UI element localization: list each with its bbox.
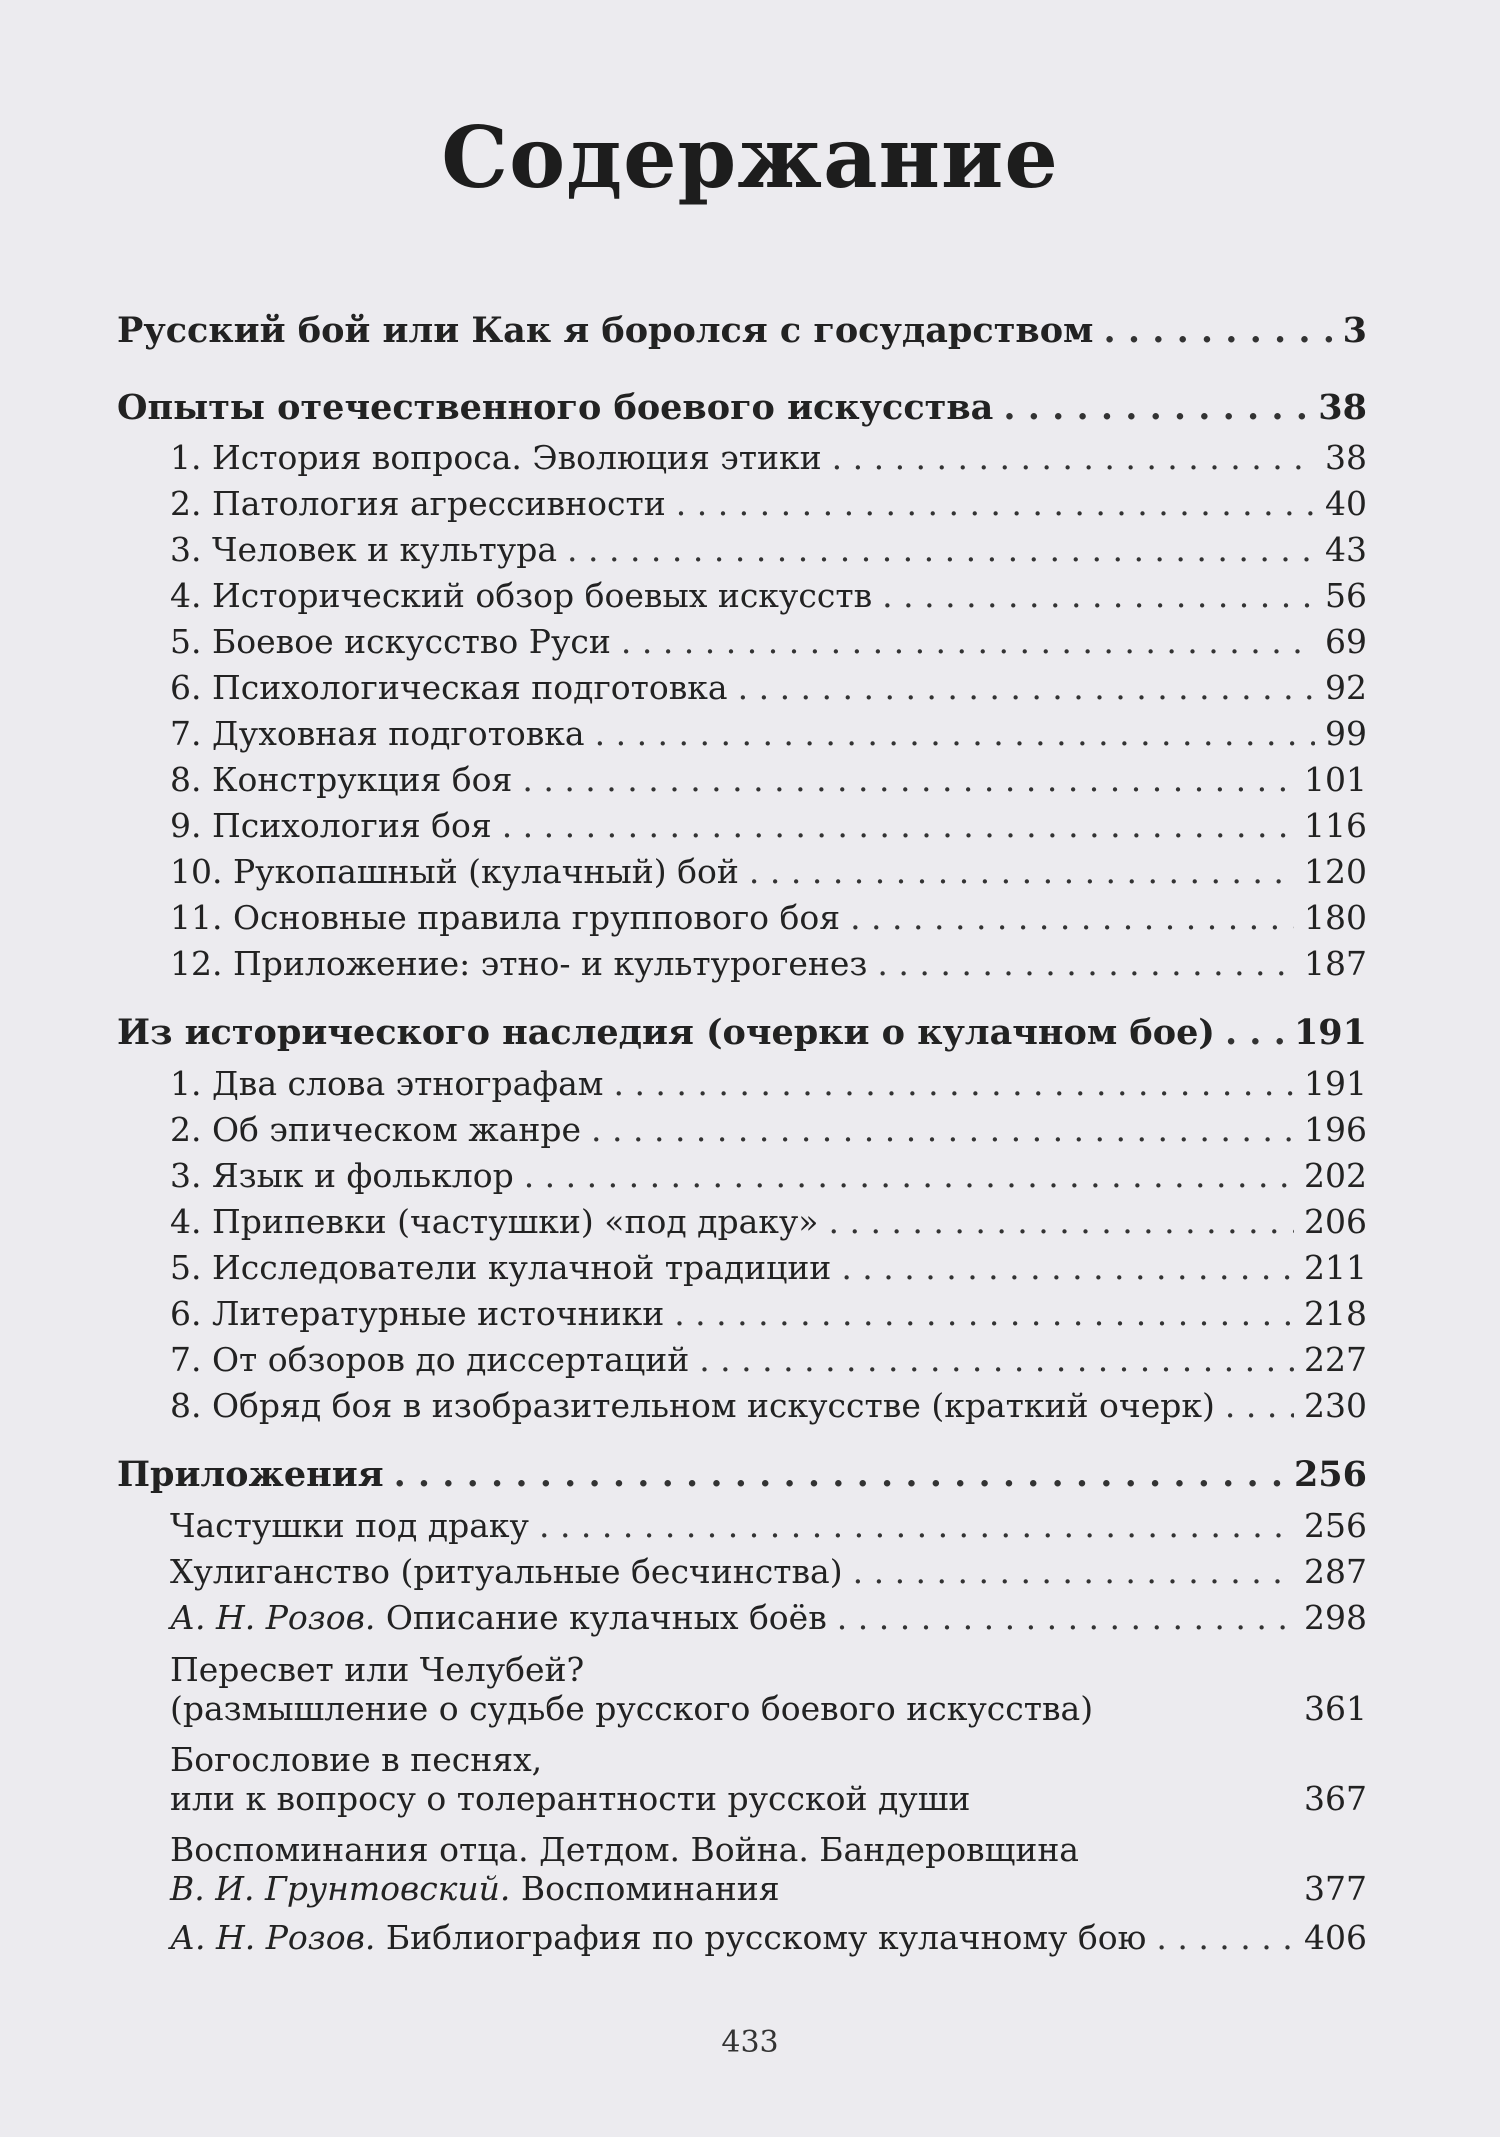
toc-section[interactable] — [117, 1012, 1367, 1053]
leader-dots — [877, 944, 1294, 983]
leader-dots — [1156, 1918, 1294, 1957]
toc-page-number: 191 — [1304, 1064, 1367, 1103]
toc-item[interactable] — [170, 530, 1367, 569]
leader-dots — [841, 1248, 1294, 1287]
toc-section[interactable] — [117, 387, 1367, 428]
toc-item-title — [170, 1598, 827, 1637]
leader-dots — [621, 622, 1315, 661]
toc-item[interactable] — [170, 944, 1367, 983]
toc-item-title: 2. Патология агрессивности — [170, 484, 666, 523]
toc-item-title-line2: или к вопросу о толерантности русской души — [170, 1779, 971, 1818]
leader-dots — [850, 898, 1294, 937]
leader-dots — [699, 1340, 1294, 1379]
toc-page-number: 196 — [1304, 1110, 1367, 1149]
toc-page-number: 211 — [1304, 1248, 1367, 1287]
toc-page-number: 361 — [1304, 1689, 1367, 1728]
toc-item-title: 12. Приложение: этно- и культурогенез — [170, 944, 868, 983]
toc-item-title-line2: (размышление о судьбе русского боевого искусства) — [170, 1689, 1094, 1728]
leader-dots — [676, 484, 1315, 523]
leader-dots — [853, 1552, 1294, 1591]
toc-item-title: 7. От обзоров до диссертаций — [170, 1340, 690, 1379]
toc-item[interactable] — [170, 1386, 1367, 1425]
toc-item[interactable] — [170, 852, 1367, 891]
toc-item[interactable] — [170, 1248, 1367, 1287]
toc-item-title: 8. Конструкция боя — [170, 760, 513, 799]
toc-page-number: 230 — [1304, 1386, 1367, 1425]
toc-item-title: 9. Психология боя — [170, 806, 492, 845]
toc-item-text: Описание кулачных боёв — [385, 1598, 827, 1637]
toc-page-number: 43 — [1325, 530, 1367, 569]
page-number: 433 — [721, 2025, 779, 2060]
toc-item[interactable] — [170, 668, 1367, 707]
leader-dots — [591, 1110, 1294, 1149]
toc-item-title: 10. Рукопашный (кулачный) бой — [170, 852, 739, 891]
toc-item-author: В. И. Грунтовский. — [170, 1869, 511, 1908]
toc-item-title: 1. История вопроса. Эволюция этики — [170, 438, 822, 477]
toc-item[interactable] — [170, 806, 1367, 845]
toc-page-number: 38 — [1325, 438, 1367, 477]
toc-item-title: 5. Исследователи кулачной традиции — [170, 1248, 832, 1287]
leader-dots — [674, 1294, 1294, 1333]
toc-item[interactable] — [170, 484, 1367, 523]
toc-page-number: 38 — [1318, 387, 1367, 428]
toc-page-number: 206 — [1304, 1202, 1367, 1241]
leader-dots — [613, 1064, 1294, 1103]
toc-page-number: 120 — [1304, 852, 1367, 891]
toc-item-title-line1: Богословие в песнях, — [170, 1740, 543, 1779]
toc-item[interactable] — [170, 1552, 1367, 1591]
leader-dots — [539, 1506, 1294, 1545]
toc-item[interactable] — [170, 1294, 1367, 1333]
leader-dots — [522, 760, 1294, 799]
toc-item-title: Частушки под драку — [170, 1506, 529, 1545]
leader-dots — [394, 1454, 1284, 1495]
leader-dots — [749, 852, 1294, 891]
toc-item-title: 4. Припевки (частушки) «под драку» — [170, 1202, 819, 1241]
toc-page-number: 298 — [1304, 1598, 1367, 1637]
toc-page-number: 56 — [1325, 576, 1367, 615]
toc-item[interactable] — [170, 1598, 1367, 1637]
leader-dots — [832, 438, 1315, 477]
toc-item[interactable] — [170, 576, 1367, 615]
leader-dots — [837, 1598, 1294, 1637]
toc-section-title: Приложения — [117, 1454, 384, 1495]
toc-page-number: 367 — [1304, 1779, 1367, 1818]
toc-item-author: А. Н. Розов. — [170, 1918, 376, 1957]
toc-page-number: 101 — [1304, 760, 1367, 799]
toc-page-number: 218 — [1304, 1294, 1367, 1333]
toc-item[interactable] — [170, 1340, 1367, 1379]
toc-page-number: 256 — [1293, 1454, 1367, 1495]
leader-dots — [595, 714, 1315, 753]
toc-item[interactable] — [170, 1064, 1367, 1103]
leader-dots — [882, 576, 1315, 615]
toc-item-title: 8. Обряд боя в изобразительном искусстве (краткий очерк) — [170, 1386, 1215, 1425]
leader-dots — [524, 1156, 1294, 1195]
toc-item-text: Библиография по русскому кулачному бою — [385, 1918, 1147, 1957]
toc-item[interactable] — [170, 760, 1367, 799]
toc-page-number: 202 — [1304, 1156, 1367, 1195]
toc-page-number: 287 — [1304, 1552, 1367, 1591]
toc-item[interactable] — [170, 1830, 1367, 1908]
toc-item[interactable] — [170, 1110, 1367, 1149]
toc-section-title: Русский бой или Как я боролся с государством — [117, 310, 1094, 351]
toc-page-number: 92 — [1325, 668, 1367, 707]
toc-page-number: 187 — [1304, 944, 1367, 983]
toc-item-title: 6. Психологическая подготовка — [170, 668, 728, 707]
leader-dots — [502, 806, 1294, 845]
toc-page-number: 69 — [1325, 622, 1367, 661]
toc-item[interactable] — [170, 714, 1367, 753]
toc-item-title: 3. Человек и культура — [170, 530, 557, 569]
toc-page-number: 99 — [1325, 714, 1367, 753]
leader-dots — [1225, 1012, 1284, 1053]
toc-item-title — [170, 1918, 1146, 1957]
toc-page-number: 406 — [1304, 1918, 1367, 1957]
toc-item-title: 7. Духовная подготовка — [170, 714, 585, 753]
leader-dots — [828, 1202, 1294, 1241]
toc-item-author: А. Н. Розов. — [170, 1598, 376, 1637]
toc-page-number: 3 — [1342, 310, 1367, 351]
toc-item-title: 6. Литературные источники — [170, 1294, 665, 1333]
leader-dots — [1225, 1386, 1294, 1425]
toc-page-number: 377 — [1304, 1869, 1367, 1908]
toc-item[interactable] — [170, 1918, 1367, 1957]
toc-item-title: 4. Исторический обзор боевых искусств — [170, 576, 873, 615]
toc-item[interactable] — [170, 1506, 1367, 1545]
toc-section[interactable] — [117, 1454, 1367, 1495]
toc-item-title: 11. Основные правила группового боя — [170, 898, 841, 937]
toc-item-title: 1. Два слова этнографам — [170, 1064, 604, 1103]
leader-dots — [1003, 387, 1308, 428]
toc-item-title: 3. Язык и фольклор — [170, 1156, 514, 1195]
toc-page-number: 116 — [1304, 806, 1367, 845]
toc-page-number: 227 — [1304, 1340, 1367, 1379]
toc-item[interactable] — [170, 1650, 1367, 1728]
toc-item[interactable] — [170, 622, 1367, 661]
toc-item-title-line1: Пересвет или Челубей? — [170, 1650, 585, 1689]
toc-item[interactable] — [170, 1202, 1367, 1241]
toc-item[interactable] — [170, 898, 1367, 937]
toc-item-title: 5. Боевое искусство Руси — [170, 622, 611, 661]
toc-item[interactable] — [170, 438, 1367, 477]
toc-section-title: Опыты отечественного боевого искусства — [117, 387, 994, 428]
toc-page-number: 256 — [1304, 1506, 1367, 1545]
toc-page-number: 180 — [1304, 898, 1367, 937]
toc-item-title: Хулиганство (ритуальные бесчинства) — [170, 1552, 843, 1591]
leader-dots — [567, 530, 1315, 569]
leader-dots — [1103, 310, 1332, 351]
toc-item[interactable] — [170, 1156, 1367, 1195]
toc-page-number: 191 — [1293, 1012, 1367, 1053]
toc-page-number: 40 — [1325, 484, 1367, 523]
toc-item-title-line2 — [170, 1869, 780, 1908]
toc-item-text: Воспоминания — [520, 1869, 780, 1908]
toc-item-title-line1: Воспоминания отца. Детдом. Война. Бандеровщина — [170, 1830, 1079, 1869]
leader-dots — [738, 668, 1315, 707]
toc-item[interactable] — [170, 1740, 1367, 1818]
toc-section[interactable] — [117, 310, 1367, 351]
page-title: Содержание — [441, 108, 1059, 207]
toc-section-title: Из исторического наследия (очерки о кулачном бое) — [117, 1012, 1215, 1053]
toc-item-title: 2. Об эпическом жанре — [170, 1110, 582, 1149]
